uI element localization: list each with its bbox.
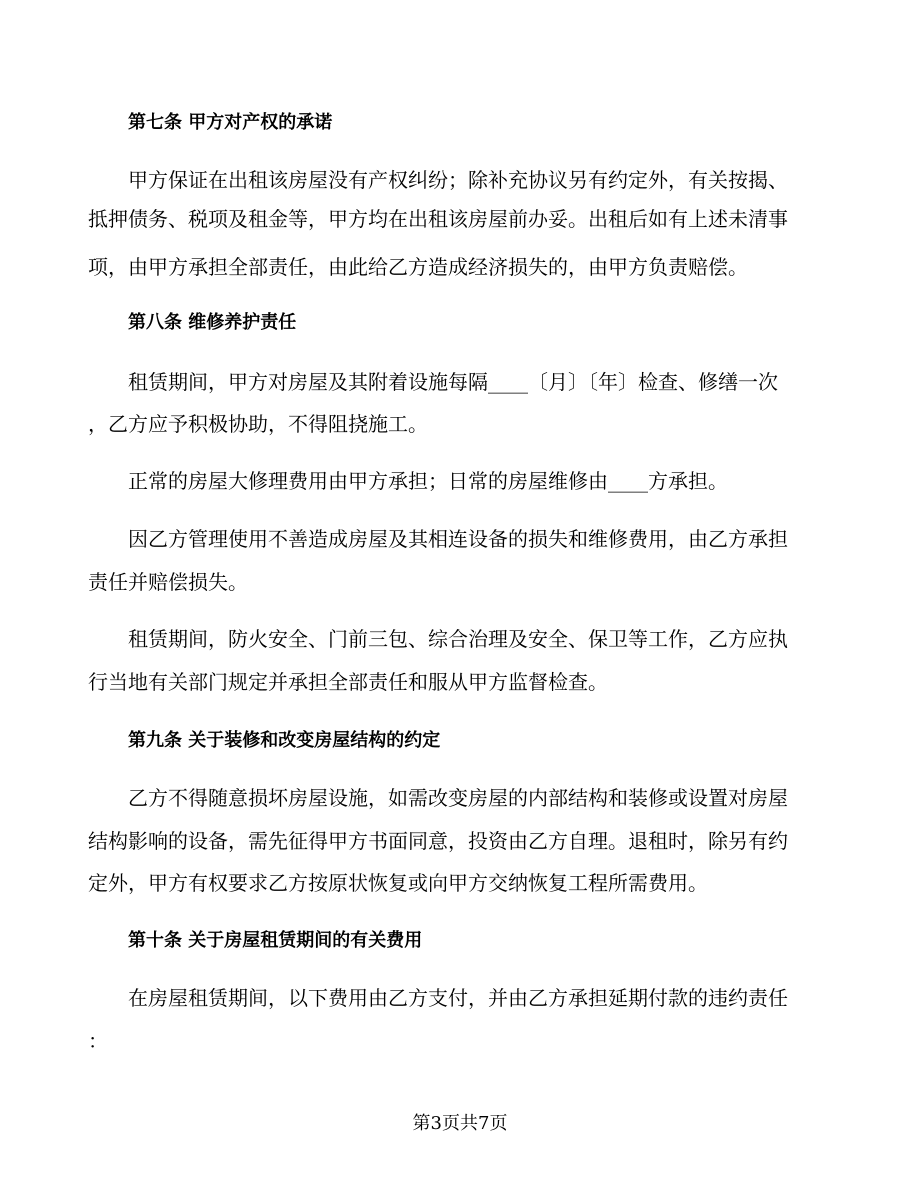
page-number-footer: 第3页共7页 (412, 1113, 508, 1134)
article-8-p3-line-1: 因乙方管理使用不善造成房屋及其相连设备的损失和维修费用，由乙方承担 (128, 527, 788, 551)
article-8-p1-line-2: ，乙方应予积极协助，不得阻挠施工。 (88, 412, 428, 436)
article-9-line-1: 乙方不得随意损坏房屋设施，如需改变房屋的内部结构和装修或设置对房屋 (128, 786, 788, 810)
article-9-line-3: 定外，甲方有权要求乙方按原状恢复或向甲方交纳恢复工程所需费用。 (88, 871, 708, 895)
article-8-heading: 第八条 维修养护责任 (128, 312, 297, 333)
article-7-line-1: 甲方保证在出租该房屋没有产权纠纷；除补充协议另有约定外，有关按揭、 (128, 168, 788, 192)
article-8-p4-line-2: 行当地有关部门规定并承担全部责任和服从甲方监督检查。 (88, 670, 608, 694)
article-9-heading: 第九条 关于装修和改变房屋结构的约定 (128, 730, 441, 751)
article-8-p2-line-1: 正常的房屋大修理费用由甲方承担；日常的房屋维修由____方承担。 (128, 469, 728, 493)
article-8-p1-line-1: 租赁期间，甲方对房屋及其附着设施每隔____〔月〕〔年〕检查、修缮一次 (128, 370, 778, 394)
article-7-heading: 第七条 甲方对产权的承诺 (128, 112, 333, 133)
article-7-line-2: 抵押债务、税项及租金等，甲方均在出租该房屋前办妥。出租后如有上述未清事 (88, 207, 788, 231)
article-8-p4-line-1: 租赁期间，防火安全、门前三包、综合治理及安全、保卫等工作，乙方应执 (128, 627, 788, 651)
article-10-line-2: ： (88, 1029, 108, 1053)
article-9-line-2: 结构影响的设备，需先征得甲方书面同意，投资由乙方自理。退租时，除另有约 (88, 829, 788, 853)
article-10-line-1: 在房屋租赁期间，以下费用由乙方支付，并由乙方承担延期付款的违约责任 (128, 986, 788, 1010)
article-7-line-3: 项，由甲方承担全部责任，由此给乙方造成经济损失的，由甲方负责赔偿。 (88, 255, 748, 279)
article-8-p3-line-2: 责任并赔偿损失。 (88, 570, 248, 594)
article-10-heading: 第十条 关于房屋租赁期间的有关费用 (128, 930, 423, 951)
